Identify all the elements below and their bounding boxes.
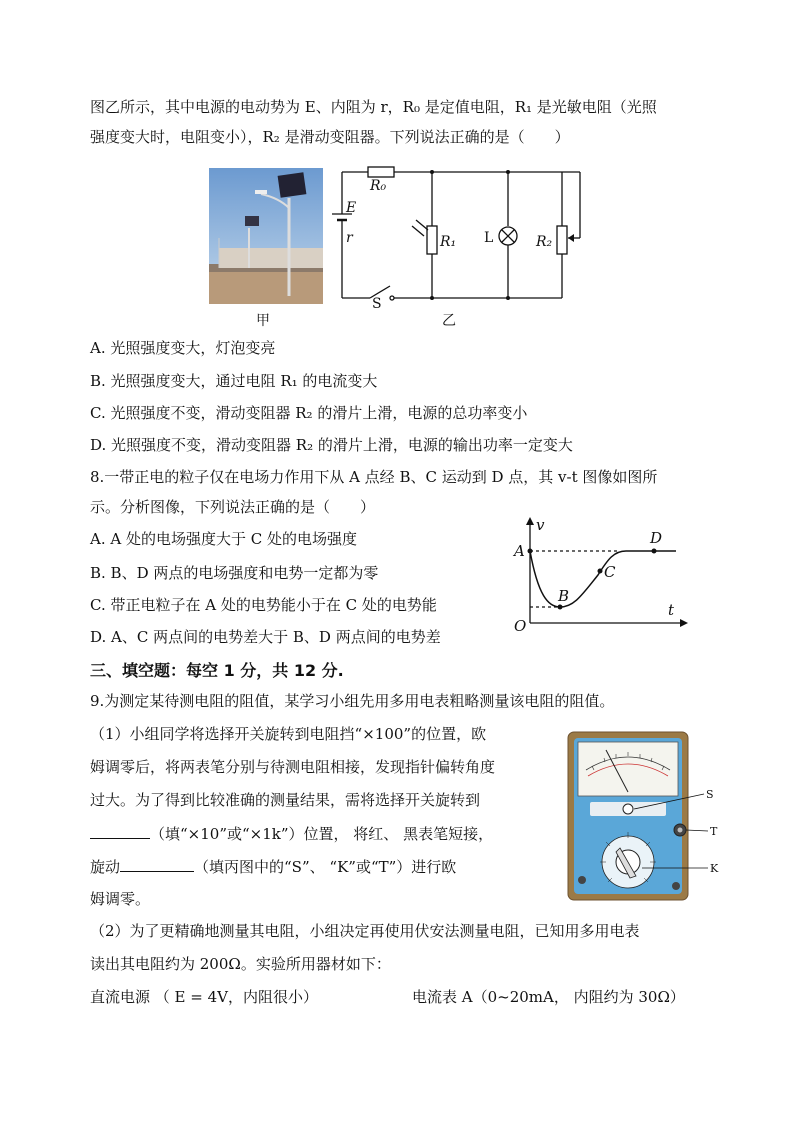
equipment-ammeter: 电流表 A（0~20mA， 内阻约为 30Ω） — [412, 988, 685, 1006]
meter-label-T: T — [710, 825, 718, 838]
meter-label-K: K — [710, 862, 719, 875]
multimeter-figure — [566, 730, 726, 902]
q8-stem-line2: 示。分析图像，下列说法正确的是（ ） — [90, 498, 376, 516]
q8-option-d: D. A、C 两点间的电势差大于 B、D 两点间的电势差 — [90, 628, 441, 646]
label-r: r — [346, 230, 353, 246]
graph-axis-t: t — [668, 601, 675, 619]
label-L: L — [484, 230, 494, 246]
q9-p2-line1: （2）为了更精确地测量其电阻，小组决定再使用伏安法测量电阻，已知用多用电表 — [90, 922, 640, 940]
graph-point-D: D — [650, 529, 663, 547]
answer-blank-1[interactable] — [90, 822, 150, 839]
fig-yi-caption: 乙 — [442, 313, 456, 329]
q9-p1-line4 — [90, 822, 493, 845]
section3-title: 三、填空题：每空 1 分，共 12 分. — [90, 661, 344, 680]
q8-option-b: B. B、D 两点的电场强度和电势一定都为零 — [90, 564, 379, 582]
label-E: E — [346, 200, 357, 216]
label-R2: R₂ — [536, 234, 553, 250]
q9-p1-line5-text: （填丙图中的“S”、 “K”或“T”）进行欧 — [194, 858, 457, 876]
label-R0: R₀ — [370, 178, 387, 194]
equipment-power-supply: 直流电源 （ E = 4V，内阻很小） — [90, 988, 318, 1006]
q9-stem: 9.为测定某待测电阻的阻值，某学习小组先用多用电表粗略测量该电阻的阻值。 — [90, 692, 615, 710]
graph-origin: O — [514, 617, 527, 633]
q8-option-a: A. A 处的电场强度大于 C 处的电场强度 — [90, 530, 357, 548]
graph-point-C: C — [604, 563, 616, 581]
vt-graph — [508, 515, 688, 633]
q9-p1-line4-text: （填“×10”或“×1k”）位置， 将红、 黑表笔短接， — [150, 825, 494, 843]
label-S: S — [372, 296, 382, 308]
q7-option-b: B. 光照强度变大，通过电阻 R₁ 的电流变大 — [90, 372, 378, 390]
graph-axis-v: v — [536, 516, 545, 534]
label-R1: R₁ — [440, 234, 457, 250]
q8-stem-line1: 8.一带正电的粒子仅在电场力作用下从 A 点经 B、C 运动到 D 点，其 v-t 图像如图所 — [90, 468, 658, 486]
q9-p1-line3: 过大。为了得到比较准确的测量结果，需将选择开关旋转到 — [90, 791, 481, 809]
circuit-diagram — [330, 162, 590, 308]
q9-p1-line6: 姆调零。 — [90, 890, 151, 908]
q7-option-d: D. 光照强度不变，滑动变阻器 R₂ 的滑片上滑，电源的输出功率一定变大 — [90, 436, 573, 454]
q8-option-c: C. 带正电粒子在 A 处的电势能小于在 C 处的电势能 — [90, 596, 437, 614]
q9-p1-line5 — [90, 855, 456, 878]
q7-option-a: A. 光照强度变大，灯泡变亮 — [90, 339, 276, 357]
q9-p1-line1: （1）小组同学将选择开关旋转到电阻挡“×100”的位置，欧 — [90, 725, 487, 743]
q9-p1-line2: 姆调零后，将两表笔分别与待测电阻相接，发现指针偏转角度 — [90, 758, 496, 776]
q7-option-c: C. 光照强度不变，滑动变阻器 R₂ 的滑片上滑，电源的总功率变小 — [90, 404, 528, 422]
answer-blank-2[interactable] — [120, 855, 194, 872]
q9-p1-line5-prefix: 旋动 — [90, 858, 121, 876]
q7-stem-line1: 图乙所示，其中电源的电动势为 E、内阻为 r，R₀ 是定值电阻，R₁ 是光敏电阻（光照 — [90, 98, 657, 116]
q9-p2-line2: 读出其电阻约为 200Ω。实验所用器材如下： — [90, 955, 391, 973]
graph-point-B: B — [558, 587, 570, 605]
fig-jia-caption: 甲 — [256, 313, 270, 329]
graph-point-A: A — [514, 542, 525, 560]
meter-label-S: S — [706, 788, 714, 801]
q7-stem-line2: 强度变大时，电阻变小），R₂ 是滑动变阻器。下列说法正确的是（ ） — [90, 128, 570, 146]
street-light-photo — [209, 168, 323, 304]
